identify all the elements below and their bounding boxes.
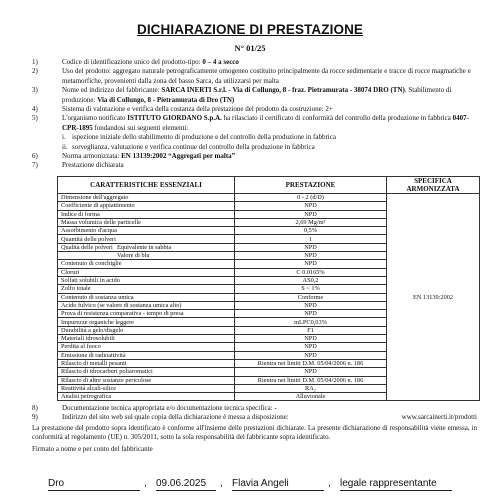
spec-cell: EN 13139:2002 xyxy=(387,194,480,401)
performance-cell: Conforme xyxy=(235,293,387,301)
characteristic-cell: Contenuto di sostanza umica xyxy=(58,293,235,301)
table-row xyxy=(58,194,480,202)
table-header-row xyxy=(58,177,480,194)
responsibility-paragraph: La prestazione del prodotto sopra identificato è conforme all'insieme delle prestazioni dichiarate. La presente dichiarazione di responsabilità viene emessa, in conformità al regolamento (UE) n. 305/2011, sotto la sola responsabilità del fabbricante sopra identificato. xyxy=(32,424,477,442)
characteristic-cell: Perdita al fuoco xyxy=(58,343,235,351)
characteristic-cell: Zolfo totale xyxy=(58,285,235,293)
performance-cell: NPD xyxy=(235,243,387,251)
closing-section xyxy=(32,404,477,454)
performance-cell: 0,5% xyxy=(235,227,387,235)
characteristic-cell: Coefficiente di appiattimento xyxy=(58,202,235,210)
header-characteristics: CARATTERISTICHE ESSENZIALI xyxy=(58,177,235,194)
performance-cell: Rientra nei limiti D.M. 05/04/2006 n. 186 xyxy=(235,376,387,384)
characteristic-cell: Quantità delle polveri xyxy=(58,235,235,243)
sub-item-i: i. ispezione iniziale dello stabilimento di produzione e del controllo della produzione in fabbrica xyxy=(62,133,336,142)
performance-cell: S < 1% xyxy=(235,285,387,293)
characteristic-cell: Rilascio di altre sostanze pericolose xyxy=(58,376,235,384)
performance-cell: NPD xyxy=(235,252,387,260)
performance-table xyxy=(57,176,480,401)
performance-cell: 2,69 Mg/m³ xyxy=(235,218,387,226)
characteristic-cell: Materiali idrosolubili xyxy=(58,335,235,343)
characteristic-cell: Solfati solubili in acido xyxy=(58,276,235,284)
performance-cell: NPD xyxy=(235,210,387,218)
table-body xyxy=(58,194,480,401)
characteristic-cell: Acido fulvico (se valore di sostanza umica alto) xyxy=(58,301,235,309)
signatory-role-field: legale rappresentante xyxy=(340,478,452,491)
item-6: 6) Norma armonizzata: EN 13139:2002 “Aggregati per malta” xyxy=(32,152,236,161)
characteristic-cell: Prova di resistenza comparativa - tempo di presa xyxy=(58,310,235,318)
item-5: 5) L'organismo notificato ISTITUTO GIORDANO S.p.A. ha rilasciato il certificato di conformità del controllo della produzione in fabbrica 0407-CPR-1895 fondandosi sui seguenti elementi: xyxy=(32,114,469,132)
signed-on-behalf: Firmato a nome e per conto del fabbricante xyxy=(32,445,153,454)
item-3: 3) Nome ed indirizzo del fabbricante: SARCA INERTI S.r.l. - Via di Collungo, 8 - fraz. Pietramurata - 38074 DRO (TN). Stabilimento di produzione: Via di Collungo, 8 - Pietramurata di Dro (TN) xyxy=(32,86,452,104)
signatory-name-field: Flavia Angeli xyxy=(232,478,324,491)
header-spec: SPECIFICA ARMONIZZATA xyxy=(387,177,480,194)
performance-cell: NPD xyxy=(235,335,387,343)
characteristic-cell: Valore di blu xyxy=(58,252,235,260)
characteristic-cell: Indice di forma xyxy=(58,210,235,218)
performance-cell: 0 - 2 (d/D) xyxy=(235,194,387,202)
item-1: 1) Codice di identificazione unico del prodotto-tipo: 0 – 4 a secco xyxy=(32,58,239,66)
place-field: Dro xyxy=(48,478,140,491)
sub-item-ii: ii. sorveglianza, valutazione e verifica continue del controllo della produzione in fabbrica xyxy=(62,142,315,151)
characteristic-cell: Rilascio di idrocarburi poliaromatici xyxy=(58,368,235,376)
characteristic-cell: Impurezze organiche leggere xyxy=(58,318,235,326)
characteristic-cell: Dimensione dell'aggregato xyxy=(58,194,235,202)
item-7: 7) Prestazione dichiarata xyxy=(32,161,124,170)
performance-cell: NPD xyxy=(235,260,387,268)
characteristic-cell: Assorbimento d'acqua xyxy=(58,227,235,235)
performance-cell: NPD xyxy=(235,368,387,376)
performance-cell: C 0.0165% xyxy=(235,268,387,276)
characteristic-cell: Emissione di radioattività xyxy=(58,351,235,359)
item-4: 4) Sistema di valutazione e verifica della costanza della prestazione del prodotto da costruzione: 2+ xyxy=(32,105,333,114)
characteristic-cell: Reattività alcali-silice xyxy=(58,384,235,392)
characteristic-cell: Contenuto di conchiglie xyxy=(58,260,235,268)
item-2: 2) Uso del prodotto: aggregato naturale petrograficamente omogeneo costituito principalmente da rocce sedimentarie e tracce di rocce magmatiche e metamorfiche, provenienti dalla zona del basso Sarca, da utilizzarsi per malta xyxy=(32,67,471,85)
characteristic-cell: Analisi petrografica xyxy=(58,393,235,401)
performance-cell: NPD xyxy=(235,202,387,210)
performance-cell: F1 xyxy=(235,326,387,334)
characteristic-cell: Qualità delle polveri Equivalente in sabbia xyxy=(58,243,235,251)
performance-cell: NPD xyxy=(235,301,387,309)
header-performance: PRESTAZIONE xyxy=(235,177,387,194)
item-8: 8) Documentazione tecnica appropriata e/o documentazione tecnica specifica: - xyxy=(32,404,277,412)
characteristic-cell: Massa volumica delle particelle xyxy=(58,218,235,226)
item-9: 9) Indirizzo del sito web sul quale copia della dichiarazione è messa a disposizione: www.sarcainerti.it/prodotti xyxy=(32,413,477,421)
performance-cell: RA₂ xyxy=(235,384,387,392)
performance-cell: mLPC0,03% xyxy=(235,318,387,326)
performance-cell: Rientra nei limiti D.M. 05/04/2006 n. 186 xyxy=(235,359,387,367)
signature-line: Dro , 09.06.2025 , Flavia Angeli , legale rappresentante xyxy=(0,478,500,494)
performance-cell: NPD xyxy=(235,343,387,351)
performance-cell: NPD xyxy=(235,310,387,318)
performance-cell: 1 xyxy=(235,235,387,243)
characteristic-cell: Rilascio di metalli pesanti xyxy=(58,359,235,367)
website-link[interactable]: www.sarcainerti.it/prodotti xyxy=(401,413,477,421)
characteristic-cell: Cloruri xyxy=(58,268,235,276)
document-number: N° 01/25 xyxy=(234,43,266,53)
date-field: 09.06.2025 xyxy=(156,478,216,491)
performance-cell: NPD xyxy=(235,351,387,359)
page-title: DICHIARAZIONE DI PRESTAZIONE xyxy=(136,22,364,37)
declaration-items xyxy=(32,58,477,171)
characteristic-cell: Durabilità a gelo/disgelo xyxy=(58,326,235,334)
performance-cell: AS0,2 xyxy=(235,276,387,284)
performance-cell: Alluvionale xyxy=(235,393,387,401)
